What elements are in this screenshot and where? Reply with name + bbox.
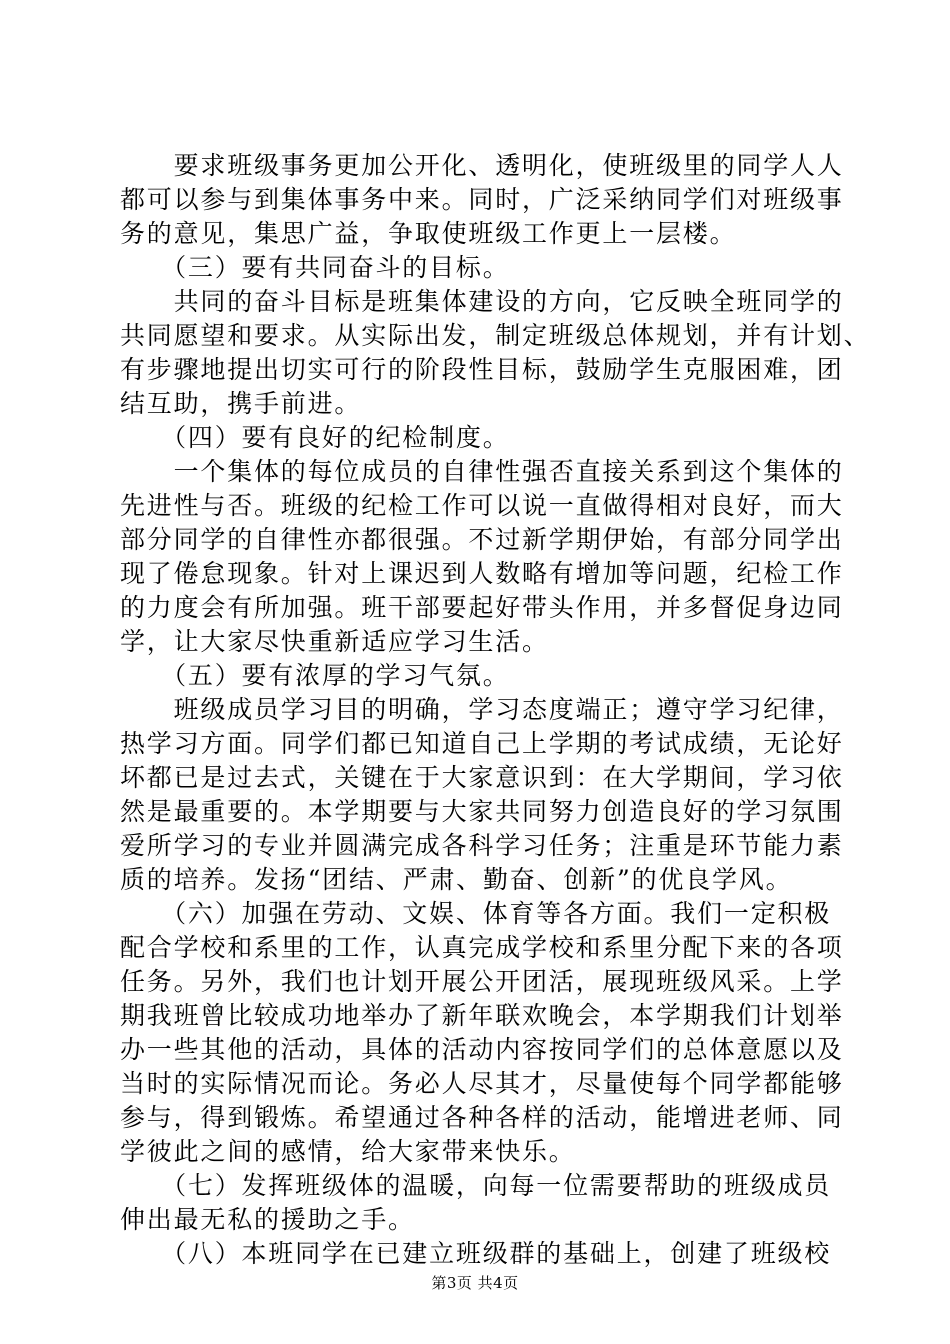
text-line: 坏都已是过去式，关键在于大家意识到：在大学期间，学习依: [120, 763, 844, 792]
text-line: 班级成员学习目的明确，学习态度端正；遵守学习纪律，: [120, 695, 844, 724]
text-line: 任务。另外，我们也计划开展公开团活，展现班级风采。上学: [120, 967, 844, 996]
text-line: 期我班曾比较成功地举办了新年联欢晚会，本学期我们计划举: [120, 1001, 844, 1030]
text-line: 学，让大家尽快重新适应学习生活。: [120, 627, 549, 656]
text-line: 当时的实际情况而论。务必人尽其才，尽量使每个同学都能够: [120, 1069, 844, 1098]
text-line: 学彼此之间的感情，给大家带来快乐。: [120, 1137, 576, 1166]
text-line: 现了倦怠现象。针对上课迟到人数略有增加等问题，纪检工作: [120, 559, 844, 588]
text-line: 的力度会有所加强。班干部要起好带头作用，并多督促身边同: [120, 593, 844, 622]
section-heading: （四）要有良好的纪检制度。: [120, 423, 510, 452]
text-line: 有步骤地提出切实可行的阶段性目标，鼓励学生克服困难，团: [120, 355, 844, 384]
section-heading: （八）本班同学在已建立班级群的基础上，创建了班级校: [120, 1239, 832, 1268]
text-line: 共同的奋斗目标是班集体建设的方向，它反映全班同学的: [120, 287, 844, 316]
page-number-footer: 第3页 共4页: [431, 1274, 519, 1292]
text-line: 部分同学的自律性亦都很强。不过新学期伊始，有部分同学出: [120, 525, 844, 554]
text-line: 一个集体的每位成员的自律性强否直接关系到这个集体的: [120, 457, 844, 486]
text-line: 配合学校和系里的工作，认真完成学校和系里分配下来的各项: [120, 933, 844, 962]
body-text: [120, 149, 871, 1271]
section-heading: （三）要有共同奋斗的目标。: [120, 253, 510, 282]
section-heading: （七）发挥班级体的温暖，向每一位需要帮助的班级成员: [120, 1171, 832, 1200]
text-line: 都可以参与到集体事务中来。同时，广泛采纳同学们对班级事: [120, 185, 844, 214]
text-line: 办一些其他的活动，具体的活动内容按同学们的总体意愿以及: [120, 1035, 844, 1064]
text-line: 爱所学习的专业并圆满完成各科学习任务；注重是环节能力素: [120, 831, 844, 860]
text-line: 务的意见，集思广益，争取使班级工作更上一层楼。: [120, 219, 737, 248]
section-heading: （六）加强在劳动、文娱、体育等各方面。我们一定积极: [120, 899, 832, 928]
section-heading: （五）要有浓厚的学习气氛。: [120, 661, 510, 690]
text-line: 共同愿望和要求。从实际出发，制定班级总体规划，并有计划、: [120, 321, 871, 350]
text-line: 热学习方面。同学们都已知道自己上学期的考试成绩，无论好: [120, 729, 844, 758]
text-line: 然是最重要的。本学期要与大家共同努力创造良好的学习氛围: [120, 797, 844, 826]
text-line: 先进性与否。班级的纪检工作可以说一直做得相对良好，而大: [120, 491, 844, 520]
text-line: 结互助，携手前进。: [120, 389, 362, 418]
text-line: 质的培养。发扬“团结、严肃、勤奋、创新”的优良学风。: [120, 865, 793, 894]
text-line: 参与，得到锻炼。希望通过各种各样的活动，能增进老师、同: [120, 1103, 844, 1132]
text-line: 伸出最无私的援助之手。: [120, 1205, 415, 1234]
text-line: 要求班级事务更加公开化、透明化，使班级里的同学人人: [120, 151, 844, 180]
